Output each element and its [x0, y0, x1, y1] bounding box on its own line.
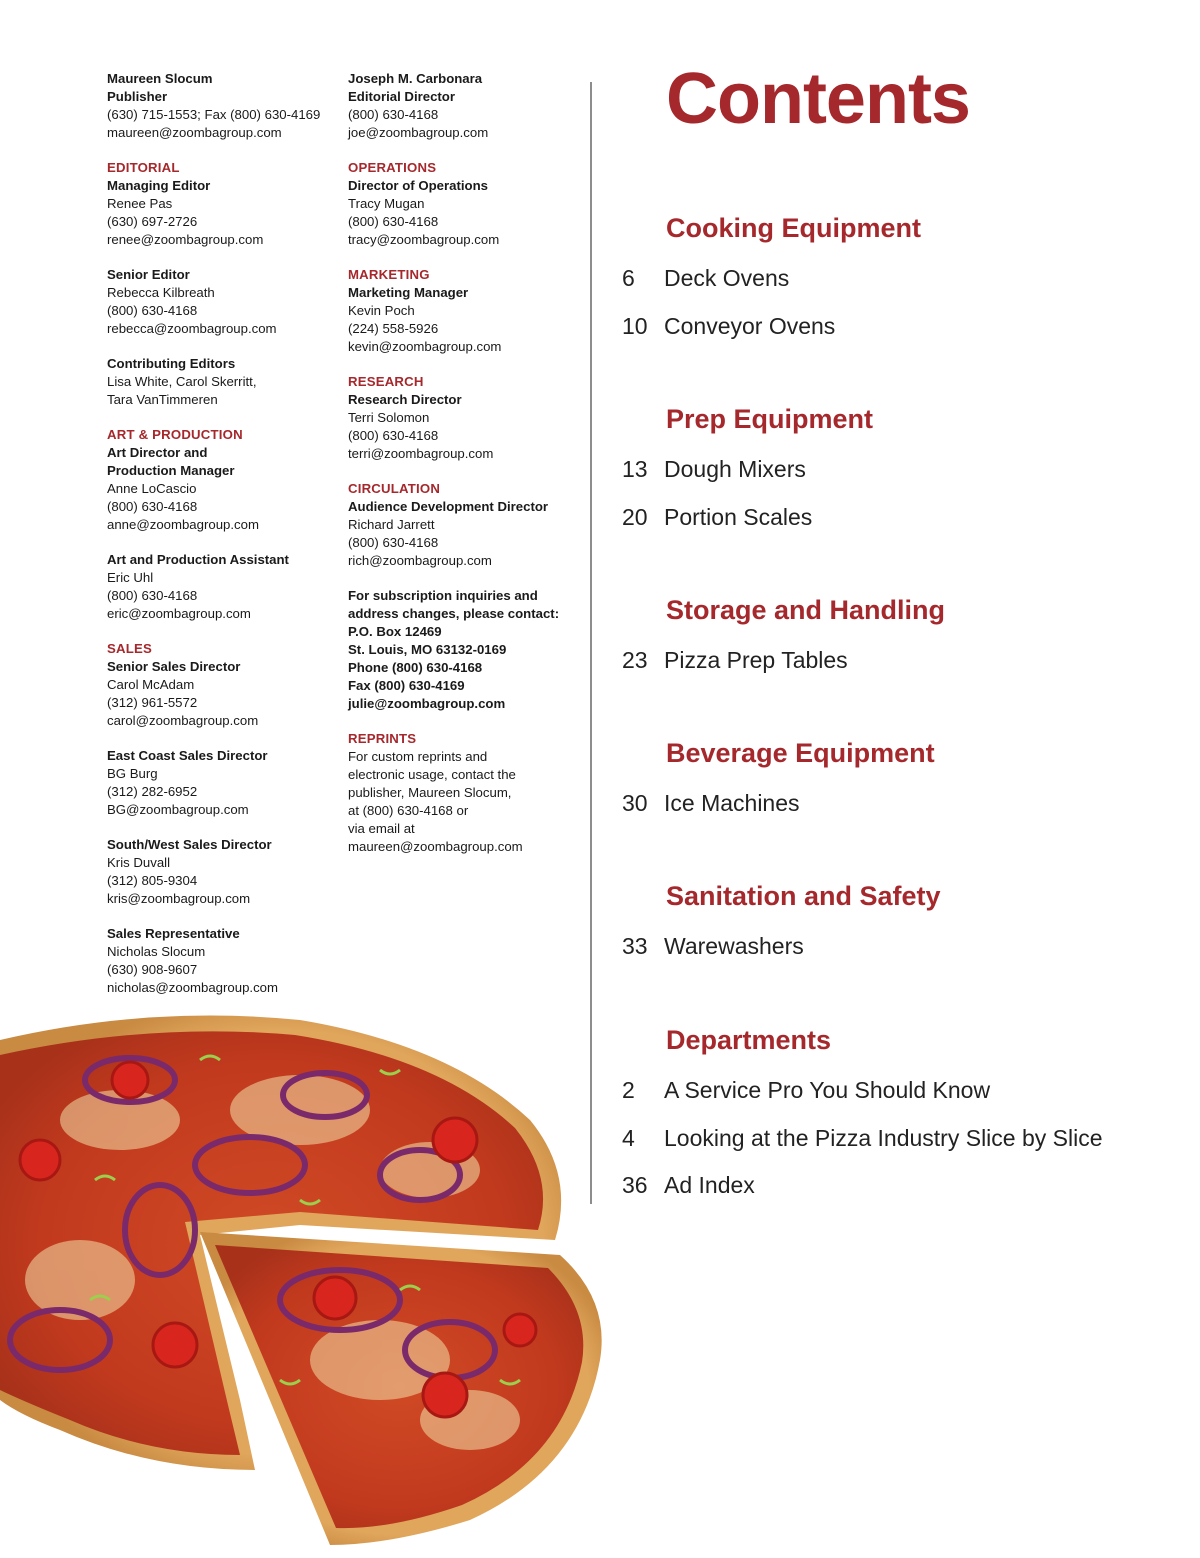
masthead-entry [107, 266, 337, 338]
contact-detail: (312) 961-5572 [107, 695, 198, 710]
masthead-entry [107, 925, 337, 997]
page-number: 6 [622, 265, 635, 291]
contact-detail: (800) 630-4168 [348, 214, 439, 229]
masthead-entry [107, 551, 337, 623]
role-title: Marketing Manager [348, 285, 469, 300]
contact-detail: (312) 282-6952 [107, 784, 198, 799]
toc-item[interactable] [622, 504, 812, 531]
toc-item[interactable] [622, 647, 848, 674]
article-title: Ad Index [664, 1172, 755, 1198]
masthead-entry [107, 426, 337, 534]
toc-heading-departments: Departments [666, 1025, 832, 1055]
role-title: Phone (800) 630-4168 [348, 660, 483, 675]
section-label: ART & PRODUCTION [107, 427, 243, 442]
article-title: Warewashers [664, 933, 804, 959]
toc-heading-storage-and-handling: Storage and Handling [666, 595, 946, 625]
role-title: Editorial Director [348, 89, 455, 104]
masthead-column-middle [348, 70, 578, 873]
article-title: A Service Pro You Should Know [664, 1077, 991, 1103]
contact-detail: BG Burg [107, 766, 158, 781]
toc-heading-sanitation-and-safety: Sanitation and Safety [666, 881, 941, 911]
contact-detail: (800) 630-4168 [348, 428, 439, 443]
contact-detail: (630) 908-9607 [107, 962, 198, 977]
role-title: julie@zoombagroup.com [348, 696, 506, 711]
article-title: Deck Ovens [664, 265, 790, 291]
contact-detail: Renee Pas [107, 196, 173, 211]
masthead-column-left [107, 70, 337, 1014]
contact-detail: joe@zoombagroup.com [348, 125, 489, 140]
page-number: 2 [622, 1077, 635, 1103]
role-title: Director of Operations [348, 178, 488, 193]
masthead-entry [107, 355, 337, 409]
contact-detail: Tracy Mugan [348, 196, 425, 211]
toc-item[interactable] [622, 1172, 755, 1199]
role-title: Research Director [348, 392, 462, 407]
contact-detail: (800) 630-4168 [107, 303, 198, 318]
section-label: RESEARCH [348, 374, 424, 389]
contact-detail: Kris Duvall [107, 855, 171, 870]
contact-detail: Kevin Poch [348, 303, 415, 318]
contact-detail: Rebecca Kilbreath [107, 285, 215, 300]
masthead-entry [348, 373, 578, 463]
contact-detail: nicholas@zoombagroup.com [107, 980, 278, 995]
section-label: REPRINTS [348, 731, 417, 746]
section-label: SALES [107, 641, 152, 656]
contact-detail: electronic usage, contact the [348, 767, 516, 782]
page-number: 23 [622, 647, 648, 673]
masthead-entry [348, 159, 578, 249]
contact-detail: via email at [348, 821, 415, 836]
toc-item[interactable] [622, 933, 804, 960]
contact-detail: (800) 630-4168 [348, 535, 439, 550]
contact-detail: (800) 630-4168 [107, 588, 198, 603]
masthead-entry [348, 480, 578, 570]
masthead-entry [107, 159, 337, 249]
article-title: Dough Mixers [664, 456, 806, 482]
page-number: 33 [622, 933, 648, 959]
contact-detail: anne@zoombagroup.com [107, 517, 259, 532]
pizza-image [0, 1000, 620, 1558]
contact-detail: For custom reprints and [348, 749, 488, 764]
contact-detail: BG@zoombagroup.com [107, 802, 249, 817]
role-title: Senior Editor [107, 267, 190, 282]
page-number: 20 [622, 503, 648, 530]
contact-detail: Lisa White, Carol Skerritt, [107, 374, 257, 389]
contact-detail: renee@zoombagroup.com [107, 232, 264, 247]
page-number: 36 [622, 1172, 648, 1198]
contact-detail: Eric Uhl [107, 570, 154, 585]
page-number: 13 [622, 456, 648, 482]
masthead-entry [348, 70, 578, 142]
role-title: East Coast Sales Director [107, 748, 268, 763]
page-number: 4 [622, 1124, 635, 1151]
role-title: South/West Sales Director [107, 837, 272, 852]
role-title: Managing Editor [107, 178, 211, 193]
toc-item[interactable] [622, 313, 835, 340]
contact-detail: publisher, Maureen Slocum, [348, 785, 512, 800]
contact-detail: maureen@zoombagroup.com [107, 125, 282, 140]
article-title: Pizza Prep Tables [664, 647, 848, 673]
article-title: Ice Machines [664, 790, 800, 816]
contents-title: Contents [666, 59, 970, 139]
article-title: Conveyor Ovens [664, 312, 836, 339]
toc-item[interactable] [622, 790, 800, 817]
role-title: St. Louis, MO 63132-0169 [348, 642, 507, 657]
role-title: address changes, please contact: [348, 606, 560, 621]
toc-heading-prep-equipment: Prep Equipment [666, 404, 874, 434]
contact-detail: rich@zoombagroup.com [348, 553, 492, 568]
contact-detail: (800) 630-4168 [107, 499, 198, 514]
masthead-entry [107, 836, 337, 908]
masthead-entry [107, 70, 337, 142]
contact-detail: eric@zoombagroup.com [107, 606, 251, 621]
role-title: For subscription inquiries and [348, 588, 538, 603]
contact-detail: at (800) 630-4168 or [348, 803, 469, 818]
contact-detail: kevin@zoombagroup.com [348, 339, 502, 354]
role-title: Contributing Editors [107, 356, 236, 371]
toc-item[interactable] [622, 1125, 1103, 1152]
role-title: Joseph M. Carbonara [348, 71, 483, 86]
contact-detail: Carol McAdam [107, 677, 195, 692]
toc-item[interactable] [622, 1077, 990, 1104]
masthead-entry [348, 587, 578, 713]
page-number: 10 [622, 312, 648, 339]
page-number: 30 [622, 790, 648, 816]
contact-detail: carol@zoombagroup.com [107, 713, 259, 728]
section-label: MARKETING [348, 267, 430, 282]
role-title: Publisher [107, 89, 168, 104]
role-title: Audience Development Director [348, 499, 549, 514]
contact-detail: Nicholas Slocum [107, 944, 206, 959]
role-title: Fax (800) 630-4169 [348, 678, 465, 693]
contact-detail: (224) 558-5926 [348, 321, 439, 336]
contact-detail: Terri Solomon [348, 410, 430, 425]
contact-detail: Anne LoCascio [107, 481, 197, 496]
contact-detail: maureen@zoombagroup.com [348, 839, 523, 854]
contact-detail: (630) 715-1553; Fax (800) 630-4169 [107, 107, 321, 122]
contact-detail: Richard Jarrett [348, 517, 435, 532]
contact-detail: (312) 805-9304 [107, 873, 198, 888]
role-title: Art Director and [107, 445, 208, 460]
section-label: CIRCULATION [348, 481, 441, 496]
article-title: Portion Scales [664, 503, 813, 530]
masthead-entry [348, 266, 578, 356]
contact-detail: terri@zoombagroup.com [348, 446, 494, 461]
contact-detail: (630) 697-2726 [107, 214, 198, 229]
contact-detail: (800) 630-4168 [348, 107, 439, 122]
toc-item[interactable] [622, 265, 789, 292]
role-title: Maureen Slocum [107, 71, 213, 86]
masthead-entry [348, 730, 578, 856]
section-label: OPERATIONS [348, 160, 437, 175]
section-label: EDITORIAL [107, 160, 180, 175]
toc-item[interactable] [622, 456, 806, 483]
contact-detail: Tara VanTimmeren [107, 392, 218, 407]
contact-detail: rebecca@zoombagroup.com [107, 321, 277, 336]
article-title: Looking at the Pizza Industry Slice by Slice [664, 1124, 1103, 1151]
toc-heading-beverage-equipment: Beverage Equipment [666, 738, 935, 768]
masthead-entry [107, 747, 337, 819]
role-title: Senior Sales Director [107, 659, 241, 674]
role-title: Production Manager [107, 463, 235, 478]
masthead-entry [107, 640, 337, 730]
role-title: Art and Production Assistant [107, 552, 289, 567]
toc-heading-cooking-equipment: Cooking Equipment [666, 213, 921, 243]
role-title: P.O. Box 12469 [348, 624, 442, 639]
contact-detail: kris@zoombagroup.com [107, 891, 251, 906]
role-title: Sales Representative [107, 926, 240, 941]
contact-detail: tracy@zoombagroup.com [348, 232, 500, 247]
